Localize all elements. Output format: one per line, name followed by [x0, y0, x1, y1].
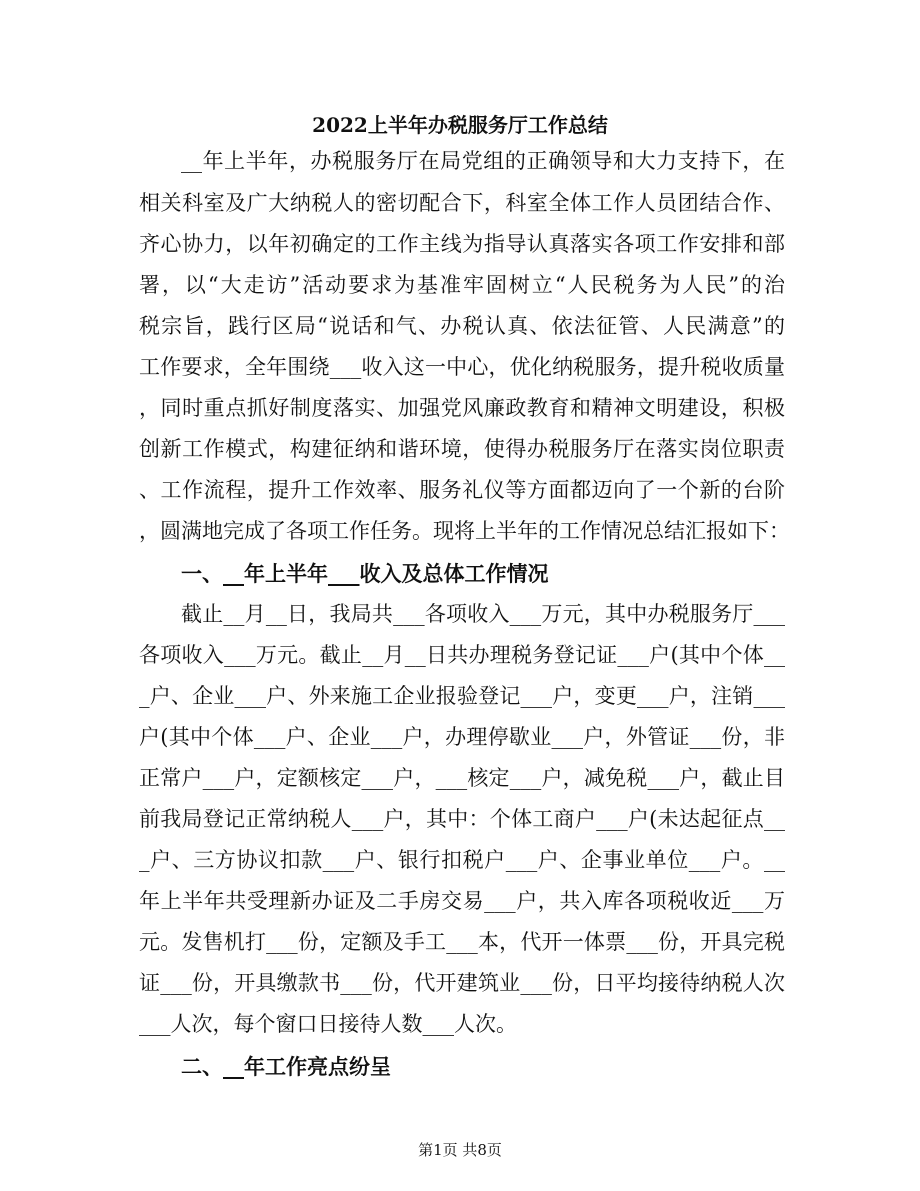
intro-line-10: ，圆满地完成了各项工作任务。现将上半年的工作情况总结汇报如下：	[139, 519, 790, 543]
page-footer: 第1页 共8页	[418, 1141, 502, 1159]
section-1-heading: 一、__年上半年___收入及总体工作情况	[181, 561, 549, 586]
intro-line-6: 工作要求，全年围绕___收入这一中心，优化纳税服务，提升税收质量	[139, 355, 785, 379]
intro-line-4: 署，以“大走访”活动要求为基准牢固树立“人民税务为人民”的治	[139, 273, 785, 297]
section-1-line-2: 各项收入___万元。截止__月__日共办理税务登记证___户(其中个体__	[139, 643, 785, 667]
intro-line-7: ，同时重点抓好制度落实、加强党风廉政教育和精神文明建设，积极	[139, 396, 785, 420]
section-1-line-10: 证___份，开具缴款书___份，代开建筑业___份，日平均接待纳税人次	[139, 971, 785, 995]
section-1-line-8: 年上半年共受理新办证及二手房交易___户，共入库各项税收近___万	[139, 889, 785, 913]
section-1-line-9: 元。发售机打___份，定额及手工___本，代开一体票___份，开具完税	[139, 930, 785, 954]
intro-line-2: 相关科室及广大纳税人的密切配合下，科室全体工作人员团结合作、	[139, 191, 785, 215]
section-1-line-3: _户、企业___户、外来施工企业报验登记___户，变更___户，注销___	[139, 684, 785, 708]
intro-line-1: __年上半年，办税服务厅在局党组的正确领导和大力支持下，在	[181, 149, 785, 173]
document-title: 2022上半年办税服务厅工作总结	[312, 113, 608, 137]
section-2-heading: 二、__年工作亮点纷呈	[181, 1054, 391, 1079]
section-1-line-4: 户(其中个体___户、企业___户，办理停歇业___户，外管证___份，非	[139, 725, 785, 749]
intro-line-9: 、工作流程，提升工作效率、服务礼仪等方面都迈向了一个新的台阶	[139, 478, 785, 502]
section-1-line-7: _户、三方协议扣款___户、银行扣税户___户、企事业单位___户。__	[139, 848, 785, 872]
section-1-line-1: 截止__月__日，我局共___各项收入___万元，其中办税服务厅___	[181, 602, 785, 626]
section-1-line-5: 正常户___户，定额核定___户，___核定___户，减免税___户，截止目	[139, 766, 785, 790]
intro-line-8: 创新工作模式，构建征纳和谐环境，使得办税服务厅在落实岗位职责	[139, 437, 785, 461]
section-1-line-11: ___人次，每个窗口日接待人数___人次。	[139, 1012, 517, 1036]
intro-line-3: 齐心协力，以年初确定的工作主线为指导认真落实各项工作安排和部	[139, 232, 785, 256]
section-1-line-6: 前我局登记正常纳税人___户，其中：个体工商户___户(未达起征点__	[139, 807, 785, 831]
intro-line-5: 税宗旨，践行区局“说话和气、办税认真、依法征管、人民满意”的	[139, 314, 785, 338]
